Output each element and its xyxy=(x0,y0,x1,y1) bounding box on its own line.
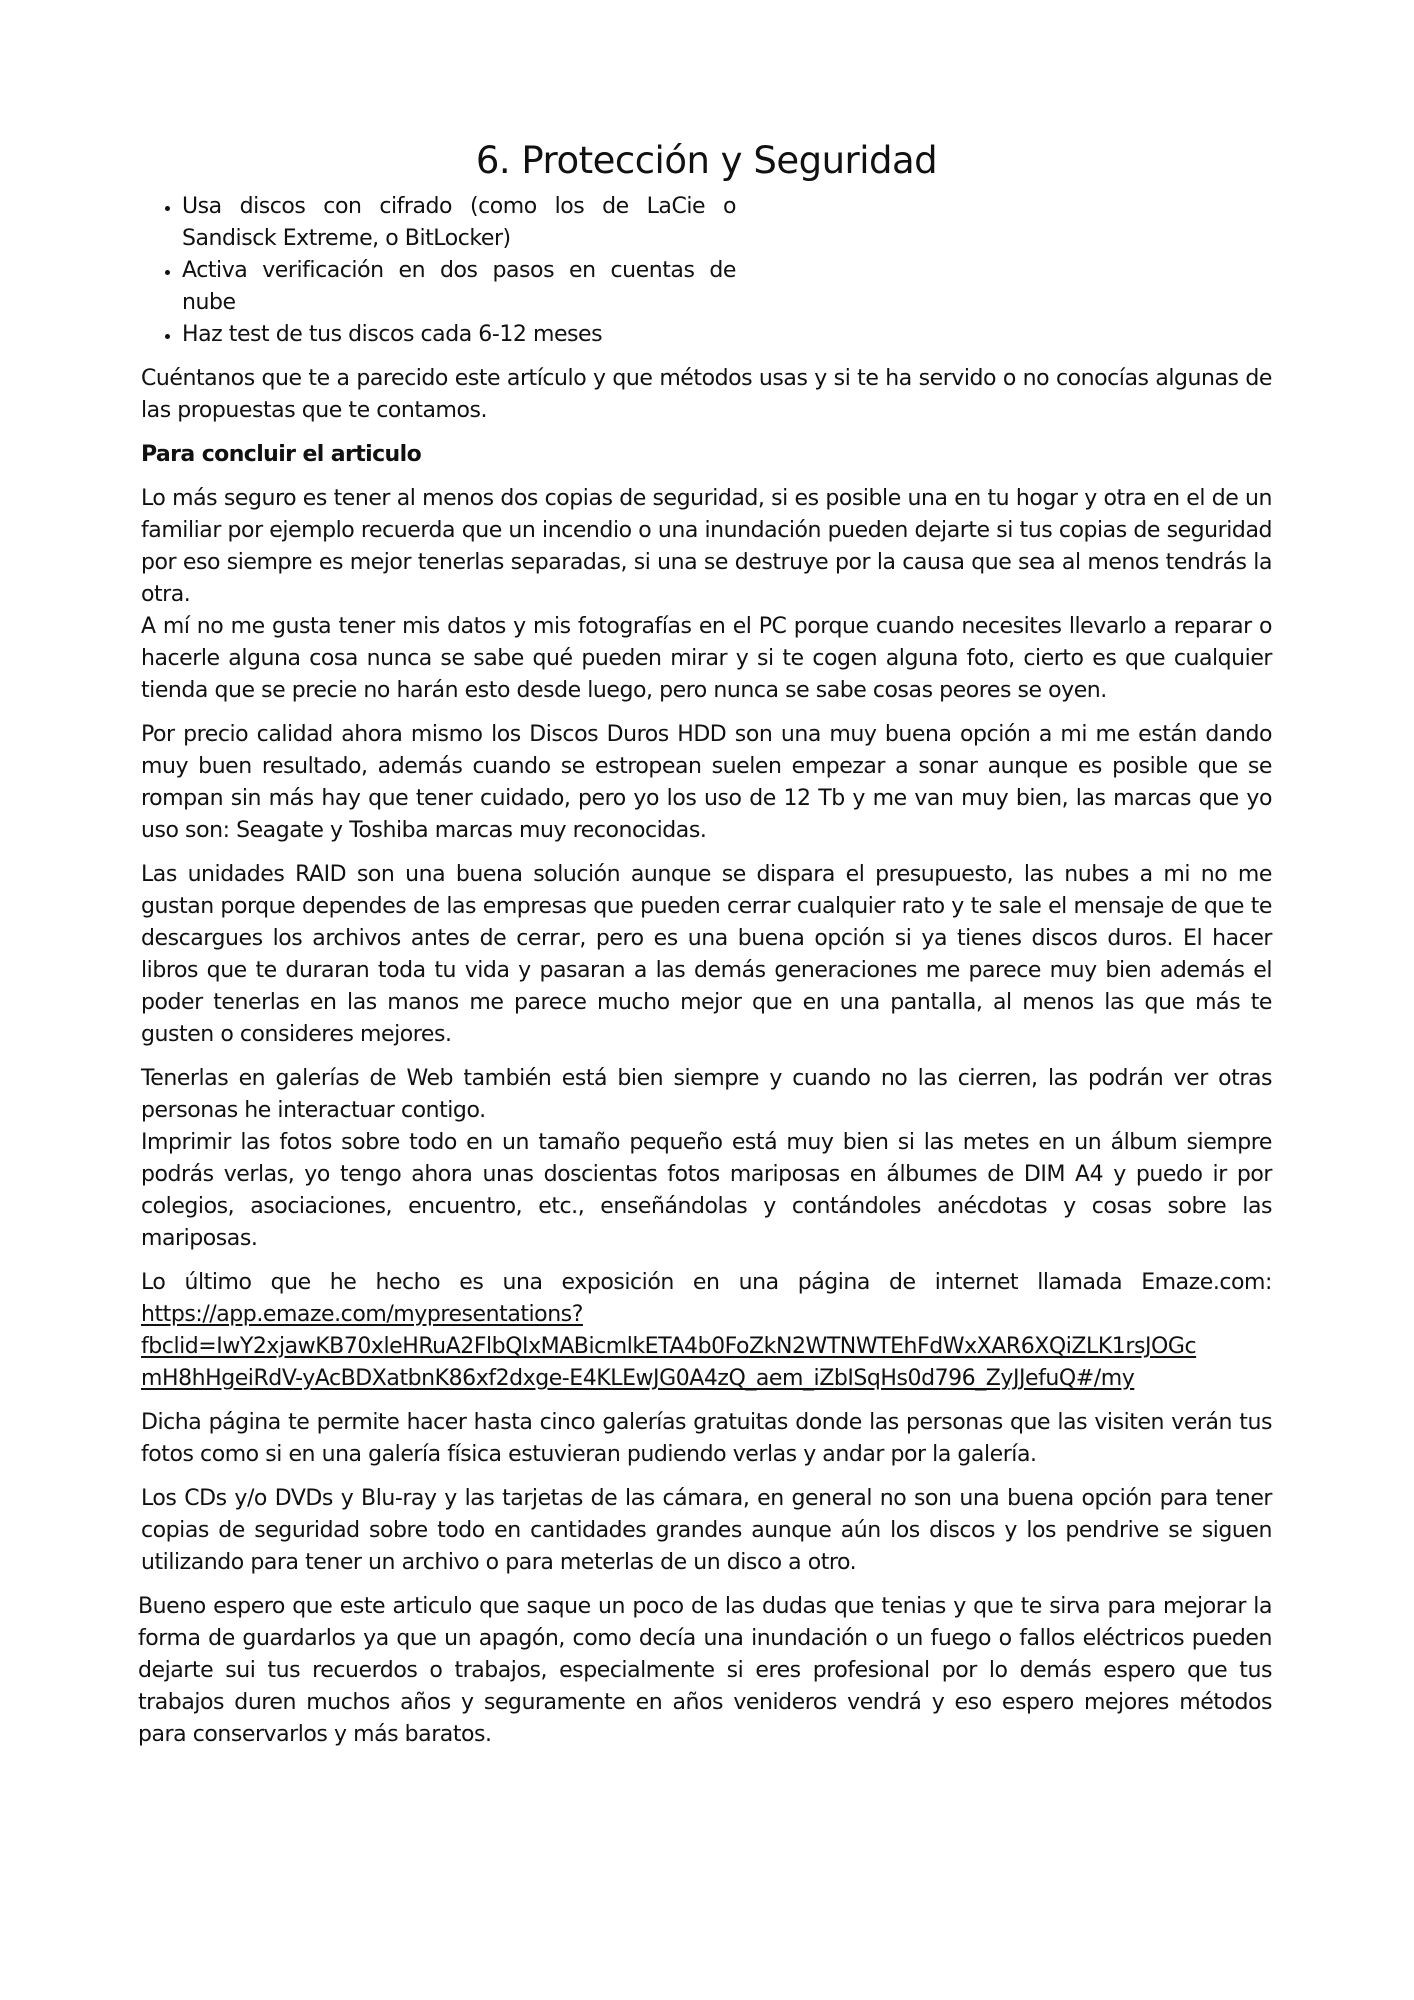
emaze-link-line-1[interactable]: https://app.emaze.com/mypresentations? xyxy=(141,1302,583,1327)
conclusion-heading: Para concluir el articulo xyxy=(141,442,422,467)
list-item: • Activa verificación en dos pasos en cuentas de nube xyxy=(182,255,736,319)
emaze-link-line-2[interactable]: fbclid=IwY2xjawKB70xleHRuA2FlbQIxMABicmlkETA4b0FoZkN2WTNWTEhFdWxXAR6XQiZLK1rsJOGc xyxy=(141,1334,1197,1359)
paragraph-hdd: Por precio calidad ahora mismo los Discos Duros HDD son una muy buena opción a mi me están dando muy buen resultado, además cuando se estropean suelen empezar a sonar aunque es posible que se rompan sin más hay que tener cuidado, pero yo los uso de 12 Tb y me van muy bien, las marcas que yo uso son: Seagate y Toshiba marcas muy reconocidas. xyxy=(141,722,1272,843)
paragraph-pc-privacy: A mí no me gusta tener mis datos y mis fotografías en el PC porque cuando necesites llevarlo a reparar o hacerle alguna cosa nunca se sabe qué pueden mirar y si te cogen alguna foto, cierto es que cualquier tienda que se precie no harán esto desde luego, pero nunca se sabe cosas peores se oyen. xyxy=(141,614,1272,703)
paragraph-galleries: Dicha página te permite hacer hasta cinco galerías gratuitas donde las personas que las visiten verán tus fotos como si en una galería física estuvieran pudiendo verlas y andar por la galería. xyxy=(141,1410,1272,1467)
paragraph-web-galleries: Tenerlas en galerías de Web también está bien siempre y cuando no las cierren, las podrán ver otras personas he interactuar contigo. xyxy=(141,1066,1272,1123)
paragraph-backups: Lo más seguro es tener al menos dos copias de seguridad, si es posible una en tu hogar y otra en el de un familiar por ejemplo recuerda que un incendio o una inundación pueden dejarte si tus copias de seguridad por eso siempre es mejor tenerlas separadas, si una se destruye por la causa que sea al menos tendrás la otra. xyxy=(141,486,1272,607)
paragraph-feedback: Cuéntanos que te a parecido este artículo y que métodos usas y si te ha servido o no conocías algunas de las propuestas que te contamos. xyxy=(141,366,1272,423)
section-title: 6. Protección y Seguridad xyxy=(475,139,938,182)
paragraph-printing: Imprimir las fotos sobre todo en un tamaño pequeño está muy bien si las metes en un álbum siempre podrás verlas, yo tengo ahora unas doscientas fotos mariposas en álbumes de DIM A4 y puedo ir por colegios, asociaciones, encuentro, etc., enseñándolas y contándoles anécdotas y cosas sobre las mariposas. xyxy=(141,1130,1272,1251)
emaze-intro: Lo último que he hecho es una exposición en una página de internet llamada Emaze.com: xyxy=(141,1270,1272,1295)
emaze-paragraph xyxy=(141,1267,1272,1395)
list-item: • Haz test de tus discos cada 6-12 meses xyxy=(182,319,736,351)
list-item: • Usa discos con cifrado (como los de LaCie o Sandisck Extreme, o BitLocker) xyxy=(182,191,736,255)
paragraph-cds-dvds: Los CDs y/o DVDs y Blu-ray y las tarjetas de las cámara, en general no son una buena opción para tener copias de seguridad sobre todo en cantidades grandes aunque aún los discos y los pendrive se siguen utilizando para tener un archivo o para meterlas de un disco a otro. xyxy=(141,1486,1272,1575)
emaze-link-line-3[interactable]: mH8hHgeiRdV-yAcBDXatbnK86xf2dxge-E4KLEwJG0A4zQ_aem_iZbISqHs0d796_ZyJJefuQ#/my xyxy=(141,1366,1135,1391)
paragraph-raid-cloud: Las unidades RAID son una buena solución aunque se dispara el presupuesto, las nubes a mi no me gustan porque dependes de las empresas que pueden cerrar cualquier rato y te sale el mensaje de que te descargues los archivos antes de cerrar, pero es una buena opción si ya tienes discos duros. El hacer libros que te duraran toda tu vida y pasaran a las demás generaciones me parece muy bien además el poder tenerlas en las manos me parece mucho mejor que en una pantalla, al menos las que más te gusten o consideres mejores. xyxy=(141,862,1272,1047)
paragraph-closing: Bueno espero que este articulo que saque un poco de las dudas que tenias y que te sirva para mejorar la forma de guardarlos ya que un apagón, como decía una inundación o un fuego o fallos eléctricos pueden dejarte sui tus recuerdos o trabajos, especialmente si eres profesional por lo demás espero que tus trabajos duren muchos años y seguramente en años venideros vendrá y eso espero mejores métodos para conservarlos y más baratos. xyxy=(138,1594,1272,1747)
document-page xyxy=(138,136,1272,1763)
security-tips-list xyxy=(141,191,736,351)
